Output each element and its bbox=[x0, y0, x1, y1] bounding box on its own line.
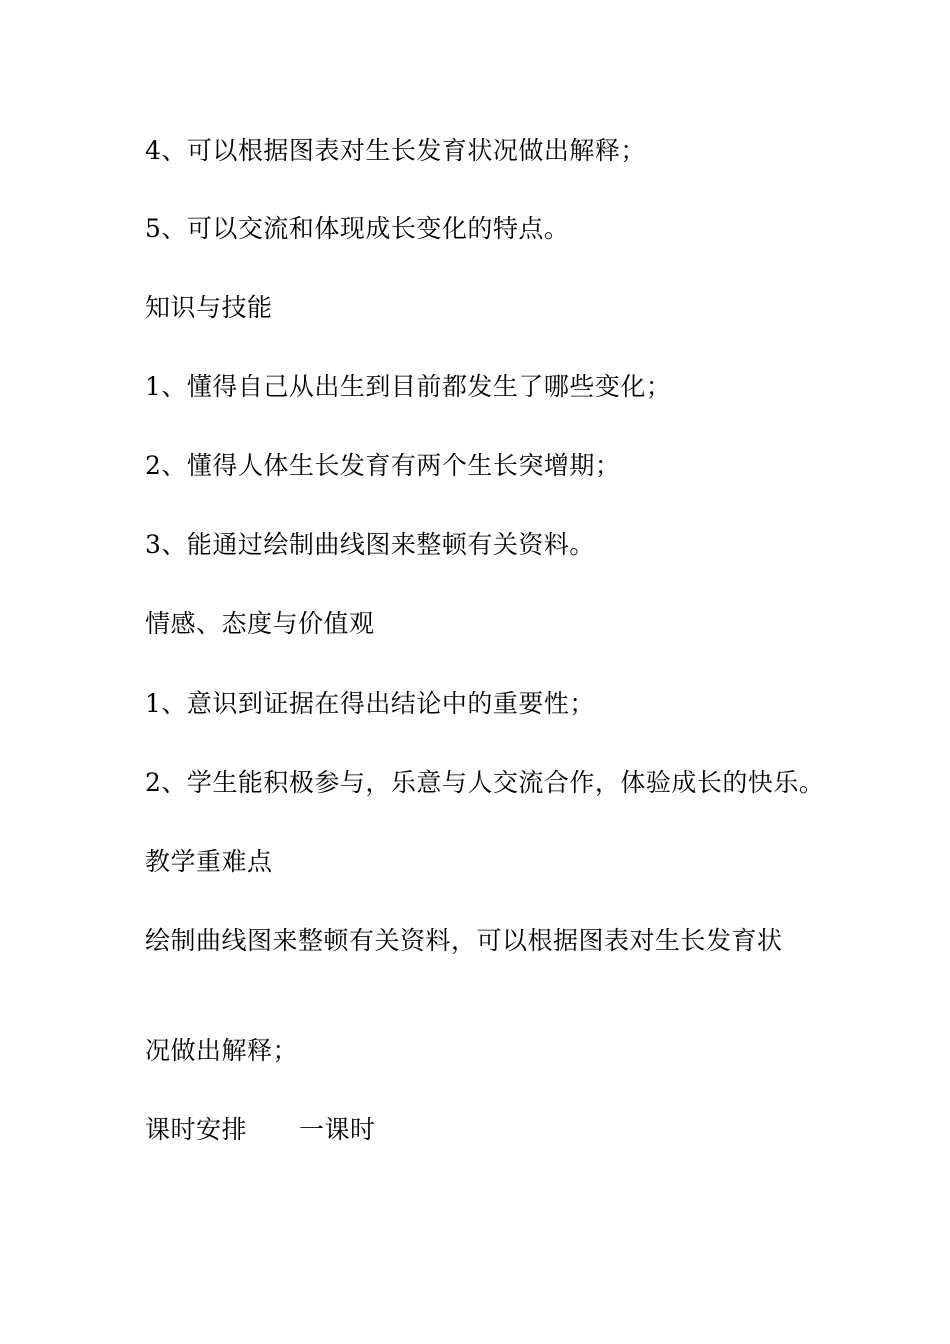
attitude-item-1: 1、意识到证据在得出结论中的重要性； bbox=[145, 689, 595, 718]
key-points-text-line-1: 绘制曲线图来整顿有关资料，可以根据图表对生长发育状 bbox=[145, 926, 783, 955]
schedule-label: 课时安排 bbox=[145, 1115, 248, 1144]
key-points-text-line-2: 况做出解释； bbox=[145, 1036, 299, 1065]
knowledge-item-2: 2、懂得人体生长发育有两个生长突增期； bbox=[145, 451, 621, 480]
section-heading-key-points: 教学重难点 bbox=[145, 847, 273, 876]
objective-item-4: 4、可以根据图表对生长发育状况做出解释； bbox=[145, 136, 646, 165]
knowledge-item-1: 1、懂得自己从出生到目前都发生了哪些变化； bbox=[145, 372, 672, 401]
section-heading-knowledge: 知识与技能 bbox=[145, 293, 273, 322]
section-heading-attitude: 情感、态度与价值观 bbox=[145, 609, 375, 638]
schedule-value: 一课时 bbox=[299, 1115, 376, 1144]
schedule-row bbox=[145, 1114, 376, 1146]
knowledge-item-3: 3、能通过绘制曲线图来整顿有关资料。 bbox=[145, 530, 595, 559]
objective-item-5: 5、可以交流和体现成长变化的特点。 bbox=[145, 214, 570, 243]
attitude-item-2: 2、学生能积极参与，乐意与人交流合作，体验成长的快乐。 bbox=[145, 768, 825, 797]
